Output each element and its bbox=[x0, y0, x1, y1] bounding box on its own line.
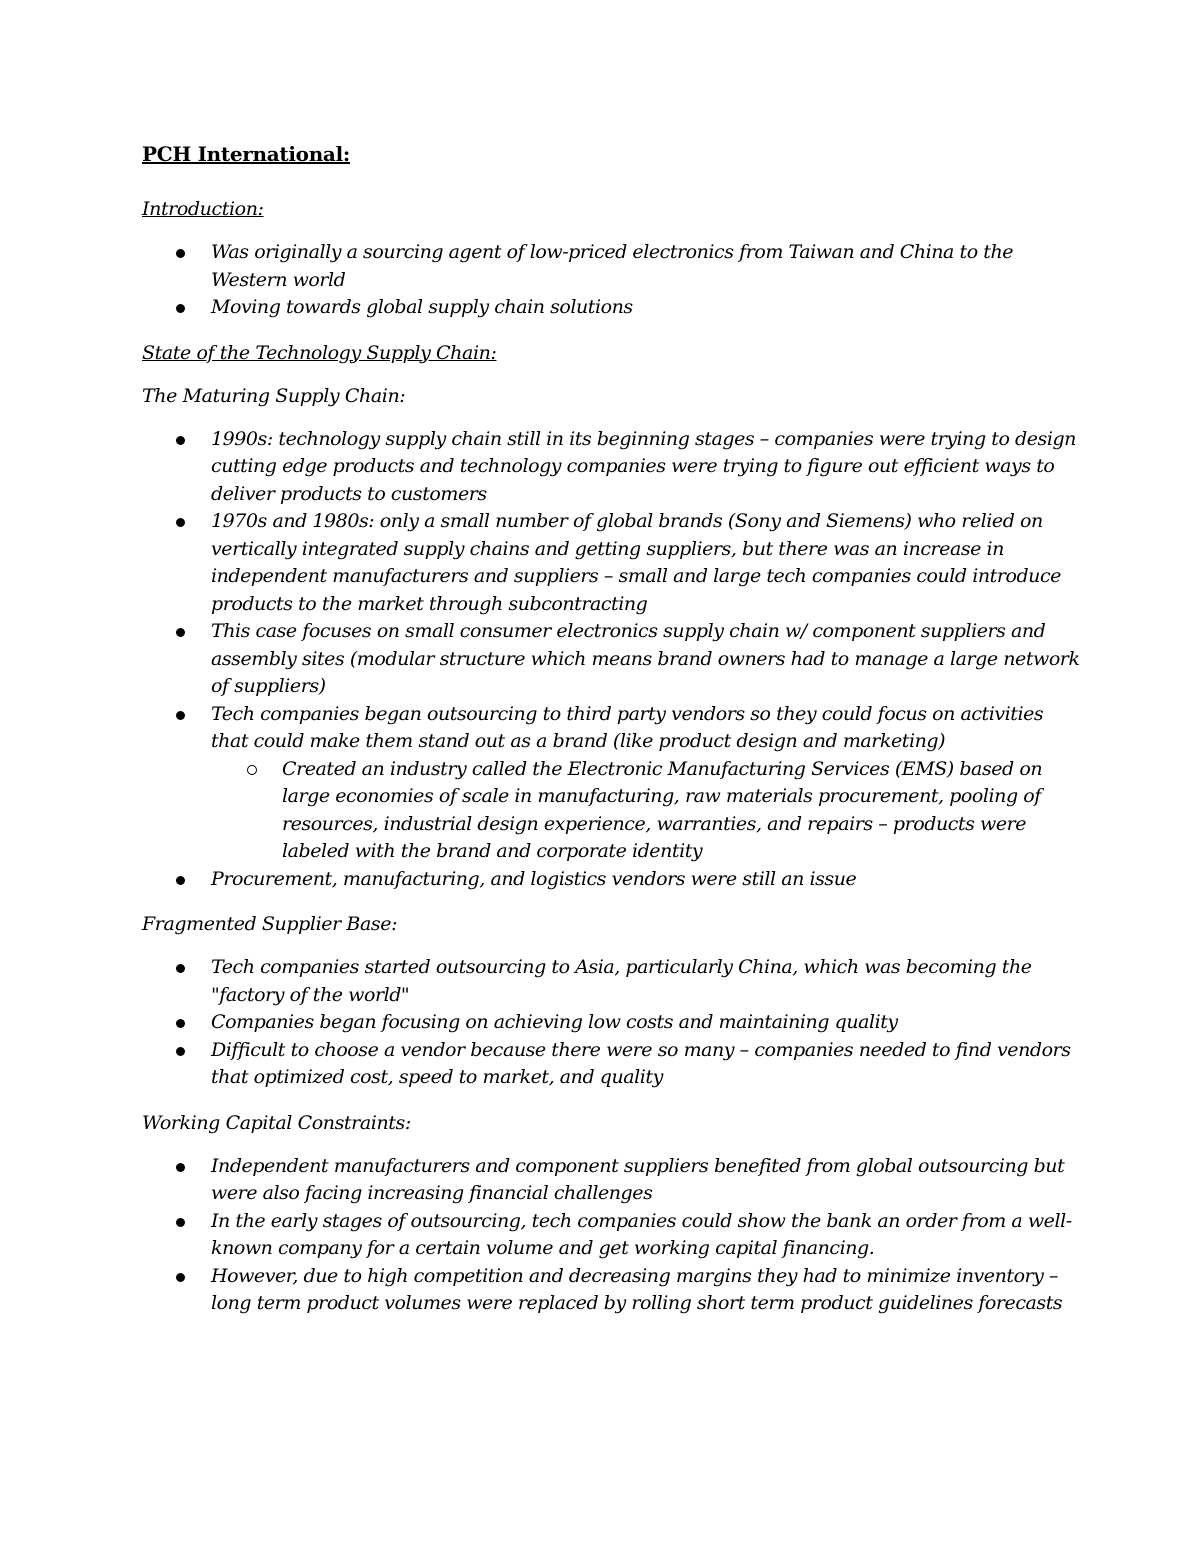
list-item: Was originally a sourcing agent of low-priced electronics from Taiwan and China to the Western world bbox=[142, 239, 1082, 294]
bullet-icon bbox=[176, 304, 185, 313]
bullet-icon bbox=[176, 1163, 185, 1172]
section-heading-introduction: Introduction: bbox=[142, 198, 264, 220]
document-title: PCH International: bbox=[142, 142, 350, 166]
list-item: This case focuses on small consumer electronics supply chain w/ component suppliers and assembly sites (modular structure which means brand owners had to manage a large network of suppliers) bbox=[142, 618, 1082, 701]
list-item: Moving towards global supply chain solutions bbox=[142, 294, 1082, 322]
list-item: 1990s: technology supply chain still in its beginning stages – companies were trying to design cutting edge products and technology companies were trying to figure out efficient ways to deliver products to customers bbox=[142, 426, 1082, 509]
subheading-maturing-supply-chain: The Maturing Supply Chain: bbox=[142, 384, 406, 407]
list-item: 1970s and 1980s: only a small number of global brands (Sony and Siemens) who relied on vertically integrated supply chains and getting suppliers, but there was an increase in independent manufacturers and suppliers – small and large tech companies could introduce products to the market through subcontracting bbox=[142, 508, 1082, 618]
bullet-icon bbox=[176, 1019, 185, 1028]
fragmented-supplier-list bbox=[142, 954, 1082, 1092]
list-item: Procurement, manufacturing, and logistics vendors were still an issue bbox=[142, 866, 1082, 894]
subheading-fragmented-supplier-base: Fragmented Supplier Base: bbox=[142, 913, 398, 935]
bullet-icon bbox=[176, 1273, 185, 1282]
section-heading-state-of-technology: State of the Technology Supply Chain: bbox=[142, 341, 497, 364]
list-item: Difficult to choose a vendor because there were so many – companies needed to find vendors that optimized cost, speed to market, and quality bbox=[142, 1037, 1082, 1092]
subheading-working-capital-constraints: Working Capital Constraints: bbox=[142, 1111, 411, 1134]
bullet-icon bbox=[176, 249, 185, 258]
hollow-bullet-icon bbox=[247, 765, 257, 775]
list-item: Tech companies started outsourcing to Asia, particularly China, which was becoming the "factory of the world" bbox=[142, 954, 1082, 1009]
bullet-icon bbox=[176, 628, 185, 637]
bullet-icon bbox=[176, 436, 185, 445]
bullet-icon bbox=[176, 518, 185, 527]
bullet-icon bbox=[176, 1047, 185, 1056]
sub-list-item: Created an industry called the Electronic Manufacturing Services (EMS) based on large economies of scale in manufacturing, raw materials procurement, pooling of resources, industrial design experience, warranties, and repairs – products were labeled with the brand and corporate identity bbox=[211, 756, 1082, 866]
introduction-list bbox=[142, 239, 1082, 322]
bullet-icon bbox=[176, 711, 185, 720]
bullet-icon bbox=[176, 1218, 185, 1227]
bullet-icon bbox=[176, 876, 185, 885]
list-item: Independent manufacturers and component suppliers benefited from global outsourcing but were also facing increasing financial challenges bbox=[142, 1153, 1082, 1208]
list-item: In the early stages of outsourcing, tech companies could show the bank an order from a well-known company for a certain volume and get working capital financing. bbox=[142, 1208, 1082, 1263]
list-item: However, due to high competition and decreasing margins they had to minimize inventory – long term product volumes were replaced by rolling short term product guidelines forecasts bbox=[142, 1263, 1082, 1318]
list-item: Tech companies began outsourcing to third party vendors so they could focus on activities that could make them stand out as a brand (like product design and marketing) Created an industry called the Electronic Manufacturing Services (EMS) based on large economies of scale in manufacturing, raw materials procurement, pooling of resources, industrial design experience, warranties, and repairs – products were labeled with the brand and corporate identity bbox=[142, 701, 1082, 866]
sub-list bbox=[211, 756, 1082, 866]
list-item: Companies began focusing on achieving low costs and maintaining quality bbox=[142, 1009, 1082, 1037]
maturing-supply-chain-list bbox=[142, 426, 1082, 894]
working-capital-list bbox=[142, 1153, 1082, 1318]
bullet-icon bbox=[176, 964, 185, 973]
document-page bbox=[142, 140, 1082, 1336]
